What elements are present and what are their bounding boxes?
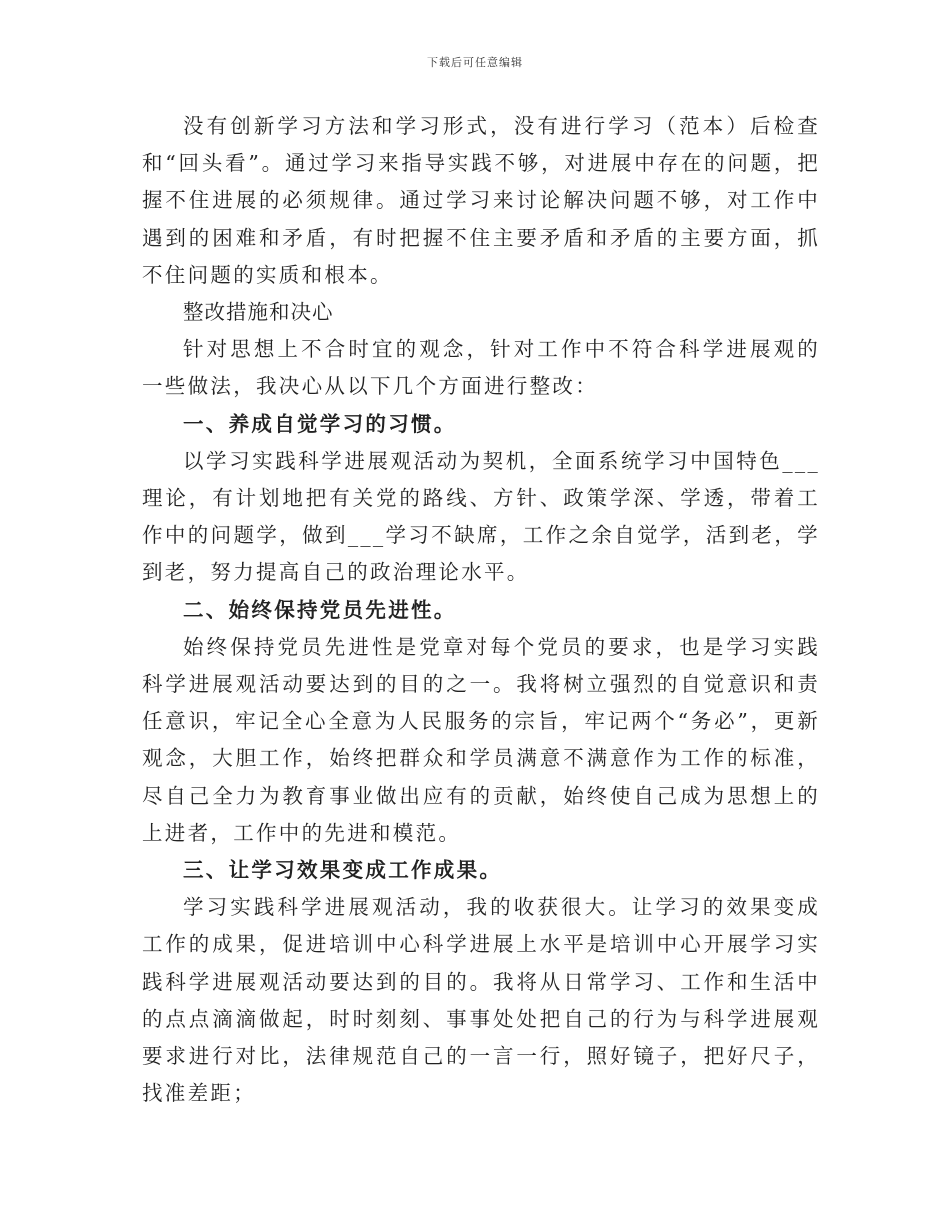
paragraph-study-results: 学习实践科学进展观活动，我的收获很大。让学习的效果变成工作的成果，促进培训中心科学进展上水平是培训中心开展学习实践科学进展观活动要达到的目的。我将从日常学习、工作和生活中的点点滴滴做起，时时刻刻、事事处处把自己的行为与科学进展观要求进行对比，法律规范自己的一言一行，照好镜子，把好尺子，找准差距； <box>142 895 820 1106</box>
section-title-rectification: 整改措施和决心 <box>183 300 334 325</box>
heading-one: 一、养成自觉学习的习惯。 <box>183 411 457 436</box>
paragraph-intro: 针对思想上不合时宜的观念，针对工作中不符合科学进展观的一些做法，我决心从以下几个方面进行整改： <box>142 337 820 399</box>
heading-two: 二、始终保持党员先进性。 <box>183 597 457 622</box>
heading-three: 三、让学习效果变成工作成果。 <box>183 858 503 883</box>
paragraph-advanced-nature: 始终保持党员先进性是党章对每个党员的要求，也是学习实践科学进展观活动要达到的目的之一。我将树立强烈的自觉意识和责任意识，牢记全心全意为人民服务的宗旨，牢记两个“务必”，更新观念，大胆工作，始终把群众和学员满意不满意作为工作的标准，尽自己全力为教育事业做出应有的贡献，始终使自己成为思想上的上进者，工作中的先进和模范。 <box>142 634 820 845</box>
paragraph-study-habit: 以学习实践科学进展观活动为契机，全面系统学习中国特色___理论，有计划地把有关党的路线、方针、政策学深、学透，带着工作中的问题学，做到___学习不缺席，工作之余自觉学，活到老，学到老，努力提高自己的政治理论水平。 <box>142 448 820 585</box>
document-body <box>142 108 820 1112</box>
paragraph-problems: 没有创新学习方法和学习形式，没有进行学习（范本）后检查和“回头看”。通过学习来指导实践不够，对进展中存在的问题，把握不住进展的必须规律。通过学习来讨论解决问题不够，对工作中遇到的困难和矛盾，有时把握不住主要矛盾和矛盾的主要方面，抓不住问题的实质和根本。 <box>142 114 820 287</box>
page-header: 下载后可任意编辑 <box>427 56 523 69</box>
